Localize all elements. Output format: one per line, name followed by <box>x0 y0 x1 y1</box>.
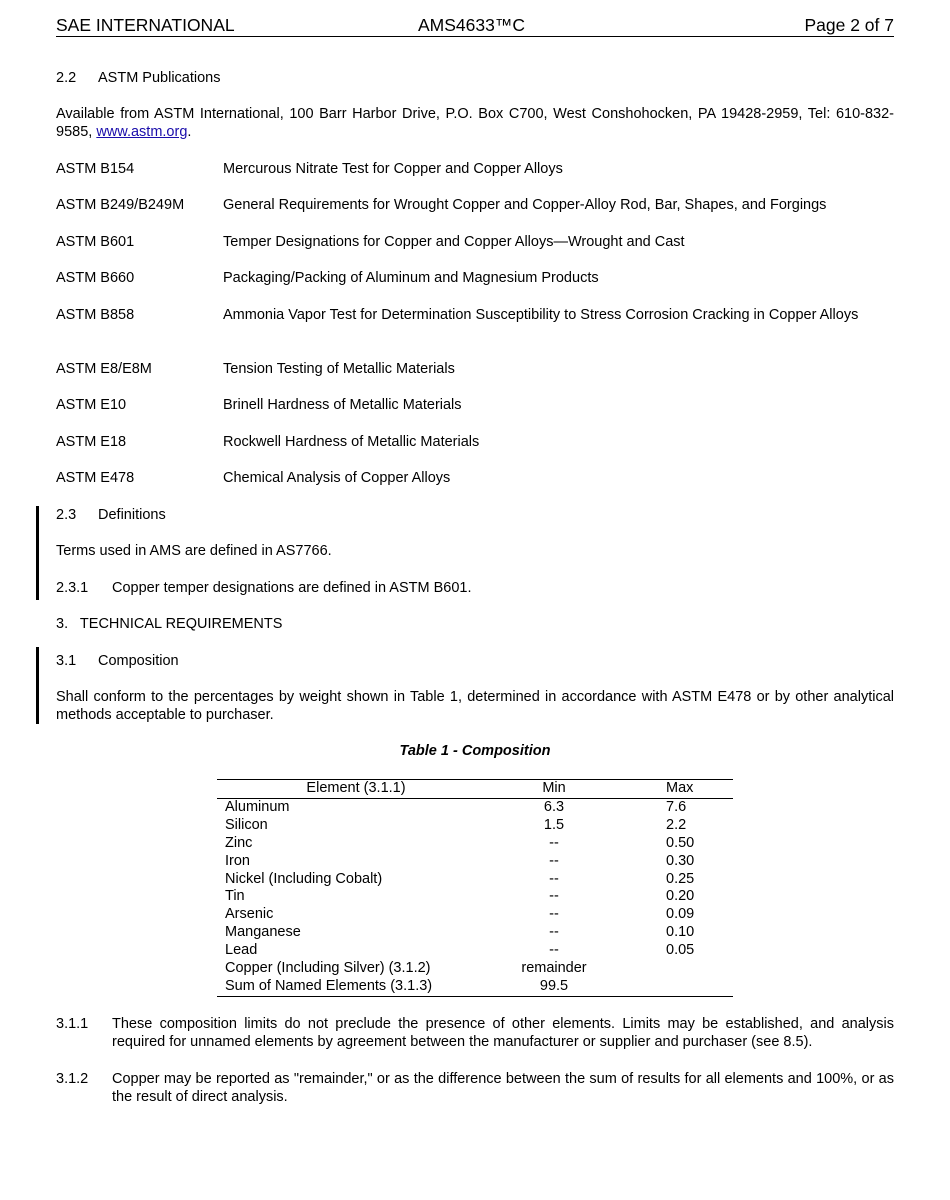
min-cell: 6.3 <box>543 798 565 815</box>
reference-item <box>56 196 894 214</box>
max-cell: 0.30 <box>666 852 695 869</box>
reference-item <box>56 160 894 178</box>
definitions-text: Terms used in AMS are defined in AS7766. <box>56 543 332 559</box>
max-cell <box>613 960 733 978</box>
header-org: SAE INTERNATIONAL <box>56 15 235 35</box>
element-cell: Aluminum <box>225 798 290 815</box>
note-number: 3.1.1 <box>56 1016 89 1032</box>
max-cell: 0.25 <box>666 870 695 887</box>
availability-text: Available from ASTM International, 100 Barr Harbor Drive, P.O. Box C700, West Conshohocken, PA 19428-2959, Tel: 610-832-9585, <box>56 106 894 140</box>
element-cell: Iron <box>225 852 250 869</box>
max-cell: 2.2 <box>666 816 687 833</box>
reference-code: ASTM B858 <box>56 307 135 323</box>
max-cell: 7.6 <box>666 798 687 815</box>
reference-title: Mercurous Nitrate Test for Copper and Copper Alloys <box>223 161 563 177</box>
min-cell: 1.5 <box>543 816 565 833</box>
section-title: Composition <box>98 653 179 669</box>
section-number: 2.3.1 <box>56 580 89 596</box>
column-header-max: Max <box>666 780 694 796</box>
composition-table <box>217 779 733 997</box>
table-row <box>217 942 733 960</box>
section-title: ASTM Publications <box>98 70 221 86</box>
composition-text: Shall conform to the percentages by weight shown in Table 1, determined in accordance with ASTM E478 or by other analytical methods acceptable to purchaser. <box>56 689 894 723</box>
section-2-3-1 <box>56 579 894 597</box>
element-cell: Silicon <box>225 816 268 833</box>
reference-code: ASTM B601 <box>56 234 135 250</box>
table-row <box>217 888 733 906</box>
section-2-3-heading <box>56 506 894 524</box>
note-3-1-2 <box>56 1070 894 1106</box>
table-row <box>217 871 733 889</box>
table-row <box>217 906 733 924</box>
column-header-min: Min <box>542 780 566 796</box>
reference-item <box>56 469 894 487</box>
table-row <box>217 853 733 871</box>
astm-website-link[interactable]: www.astm.org <box>96 124 188 140</box>
max-cell: 0.50 <box>666 834 695 851</box>
element-cell: Manganese <box>225 924 301 941</box>
element-cell: Lead <box>225 942 258 959</box>
table-row <box>217 960 733 978</box>
section-3-1-heading <box>56 652 894 670</box>
reference-title: Tension Testing of Metallic Materials <box>223 361 455 377</box>
max-cell: 0.10 <box>666 924 695 941</box>
max-cell: 0.20 <box>666 888 695 905</box>
max-cell <box>613 978 733 996</box>
table-row <box>217 817 733 835</box>
reference-code: ASTM B660 <box>56 270 135 286</box>
reference-title: Brinell Hardness of Metallic Materials <box>223 397 462 413</box>
table-row <box>217 924 733 942</box>
element-cell: Sum of Named Elements (3.1.3) <box>225 977 433 994</box>
table-row <box>217 978 733 996</box>
min-cell: -- <box>549 852 559 869</box>
section-2-2-heading <box>56 69 894 87</box>
min-cell: 99.5 <box>539 977 569 994</box>
reference-item <box>56 269 894 287</box>
note-text: Copper may be reported as "remainder," or as the difference between the sum of results for all elements and 100%, or as the result of direct analysis. <box>112 1071 894 1105</box>
reference-title: Chemical Analysis of Copper Alloys <box>223 470 451 486</box>
max-cell: 0.05 <box>666 942 695 959</box>
reference-code: ASTM B154 <box>56 161 135 177</box>
reference-title: Temper Designations for Copper and Copper Alloys—Wrought and Cast <box>223 234 685 250</box>
reference-item <box>56 233 894 251</box>
table-header-row <box>217 780 733 799</box>
min-cell: -- <box>549 924 559 941</box>
availability-period: . <box>187 124 192 140</box>
reference-item <box>56 360 894 378</box>
table-row <box>217 798 733 816</box>
reference-item <box>56 306 894 324</box>
section-3-heading: 3. TECHNICAL REQUIREMENTS <box>56 616 283 632</box>
page-header <box>56 14 894 37</box>
note-3-1-1 <box>56 1015 894 1051</box>
astm-availability <box>56 105 894 141</box>
section-text: Copper temper designations are defined in ASTM B601. <box>112 580 472 596</box>
min-cell: -- <box>549 870 559 887</box>
element-cell: Arsenic <box>225 906 274 923</box>
header-doc-number: AMS4633™C <box>418 15 525 35</box>
reference-code: ASTM E478 <box>56 470 135 486</box>
revision-change-bar <box>36 506 39 600</box>
revision-change-bar <box>36 647 39 724</box>
note-number: 3.1.2 <box>56 1071 89 1087</box>
min-cell: -- <box>549 942 559 959</box>
reference-title: General Requirements for Wrought Copper and Copper-Alloy Rod, Bar, Shapes, and Forgings <box>223 197 827 213</box>
section-number: 2.3 <box>56 507 77 523</box>
reference-title: Rockwell Hardness of Metallic Materials <box>223 434 480 450</box>
reference-code: ASTM E18 <box>56 434 127 450</box>
note-text: These composition limits do not preclude the presence of other elements. Limits may be established, and analysis required for unnamed elements by agreement between the manufacturer or supplier and purchaser (see 8.5). <box>112 1016 894 1050</box>
reference-title: Ammonia Vapor Test for Determination Susceptibility to Stress Corrosion Cracking in Copper Alloys <box>223 307 859 323</box>
reference-code: ASTM E8/E8M <box>56 361 152 377</box>
element-cell: Copper (Including Silver) (3.1.2) <box>225 960 431 977</box>
section-title: Definitions <box>98 507 166 523</box>
reference-code: ASTM B249/B249M <box>56 197 185 213</box>
element-cell: Zinc <box>225 834 253 851</box>
min-cell: -- <box>549 888 559 905</box>
section-number: 3.1 <box>56 653 77 669</box>
reference-item <box>56 433 894 451</box>
min-cell: -- <box>549 834 559 851</box>
reference-title: Packaging/Packing of Aluminum and Magnesium Products <box>223 270 599 286</box>
max-cell: 0.09 <box>666 906 695 923</box>
table-caption: Table 1 - Composition <box>399 743 551 759</box>
element-cell: Tin <box>225 888 245 905</box>
min-cell: -- <box>549 906 559 923</box>
reference-item <box>56 396 894 414</box>
element-cell: Nickel (Including Cobalt) <box>225 870 383 887</box>
min-cell: remainder <box>521 960 587 977</box>
section-number: 2.2 <box>56 70 77 86</box>
table-row <box>217 835 733 853</box>
reference-code: ASTM E10 <box>56 397 127 413</box>
header-page-number: Page 2 of 7 <box>804 15 894 35</box>
column-header-element: Element (3.1.1) <box>306 780 406 796</box>
